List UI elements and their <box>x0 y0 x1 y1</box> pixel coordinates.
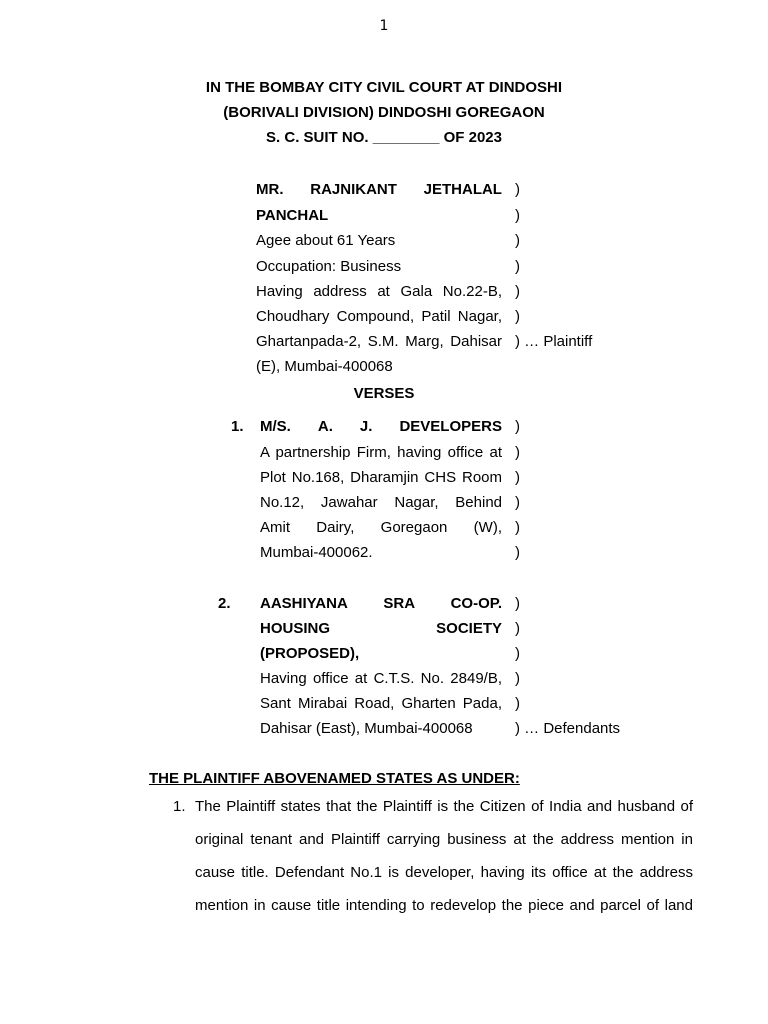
paren: ) <box>515 308 520 325</box>
paragraph-1-line-1: The Plaintiff states that the Plaintiff is the Citizen of India and husband of <box>195 798 693 815</box>
defendant-1-line-1: A partnership Firm, having office at <box>260 444 502 461</box>
paren: ) <box>515 469 520 486</box>
plaintiff-address-line-4: (E), Mumbai-400068 <box>256 358 393 375</box>
paren: ) <box>515 595 520 612</box>
defendant-2-line-3: Dahisar (East), Mumbai-400068 <box>260 720 473 737</box>
defendants-label: ) … Defendants <box>515 720 621 737</box>
defendant-2-name-line-3: (PROPOSED), <box>260 645 360 662</box>
paren: ) <box>515 258 520 275</box>
plaintiff-label: ) … Plaintiff <box>515 333 593 350</box>
paragraph-1-line-2: original tenant and Plaintiff carrying business at the address mention in <box>195 831 693 848</box>
paren: ) <box>515 181 520 198</box>
plaintiff-address-line-3: Ghartanpada-2, S.M. Marg, Dahisar <box>256 333 502 350</box>
paren: ) <box>515 283 520 300</box>
verses-heading: VERSES <box>353 385 415 402</box>
court-title-line-2: (BORIVALI DIVISION) DINDOSHI GOREGAON <box>223 104 545 121</box>
plaintiff-name-line-1: MR. RAJNIKANT JETHALAL <box>256 181 502 198</box>
paren: ) <box>515 645 520 662</box>
paren: ) <box>515 620 520 637</box>
defendant-2-name-line-1: AASHIYANA SRA CO-OP. <box>260 595 502 612</box>
paren: ) <box>515 494 520 511</box>
defendant-2-line-1: Having office at C.T.S. No. 2849/B, <box>260 670 502 687</box>
paragraph-1-line-3: cause title. Defendant No.1 is developer, having its office at the address <box>195 864 693 881</box>
paren: ) <box>515 544 520 561</box>
defendant-2-name-line-2: HOUSING SOCIETY <box>260 620 502 637</box>
defendant-1-name: M/S. A. J. DEVELOPERS <box>260 418 502 435</box>
page-number: 1 <box>379 18 389 34</box>
section-heading: THE PLAINTIFF ABOVENAMED STATES AS UNDER: <box>149 770 520 787</box>
defendant-2-number: 2. <box>218 595 231 612</box>
defendant-1-line-2: Plot No.168, Dharamjin CHS Room <box>260 469 502 486</box>
paren: ) <box>515 207 520 224</box>
plaintiff-address-line-2: Choudhary Compound, Patil Nagar, <box>256 308 502 325</box>
defendant-1-number: 1. <box>231 418 244 435</box>
defendant-2-line-2: Sant Mirabai Road, Gharten Pada, <box>260 695 502 712</box>
paren: ) <box>515 695 520 712</box>
defendant-1-line-3: No.12, Jawahar Nagar, Behind <box>260 494 502 511</box>
paren: ) <box>515 418 520 435</box>
defendant-1-line-4: Amit Dairy, Goregaon (W), <box>260 519 502 536</box>
plaintiff-age: Agee about 61 Years <box>256 232 396 249</box>
plaintiff-address-line-1: Having address at Gala No.22-B, <box>256 283 502 300</box>
suit-number-line: S. C. SUIT NO. ________ OF 2023 <box>266 129 502 146</box>
plaintiff-occupation: Occupation: Business <box>256 258 402 275</box>
paren: ) <box>515 232 520 249</box>
court-title-line-1: IN THE BOMBAY CITY CIVIL COURT AT DINDOSHI <box>205 79 563 96</box>
defendant-1-line-5: Mumbai-400062. <box>260 544 373 561</box>
paren: ) <box>515 444 520 461</box>
paren: ) <box>515 670 520 687</box>
paragraph-1-line-4: mention in cause title intending to redevelop the piece and parcel of land <box>195 897 693 914</box>
plaintiff-name-line-2: PANCHAL <box>256 207 329 224</box>
paren: ) <box>515 519 520 536</box>
paragraph-1-number: 1. <box>173 798 186 815</box>
